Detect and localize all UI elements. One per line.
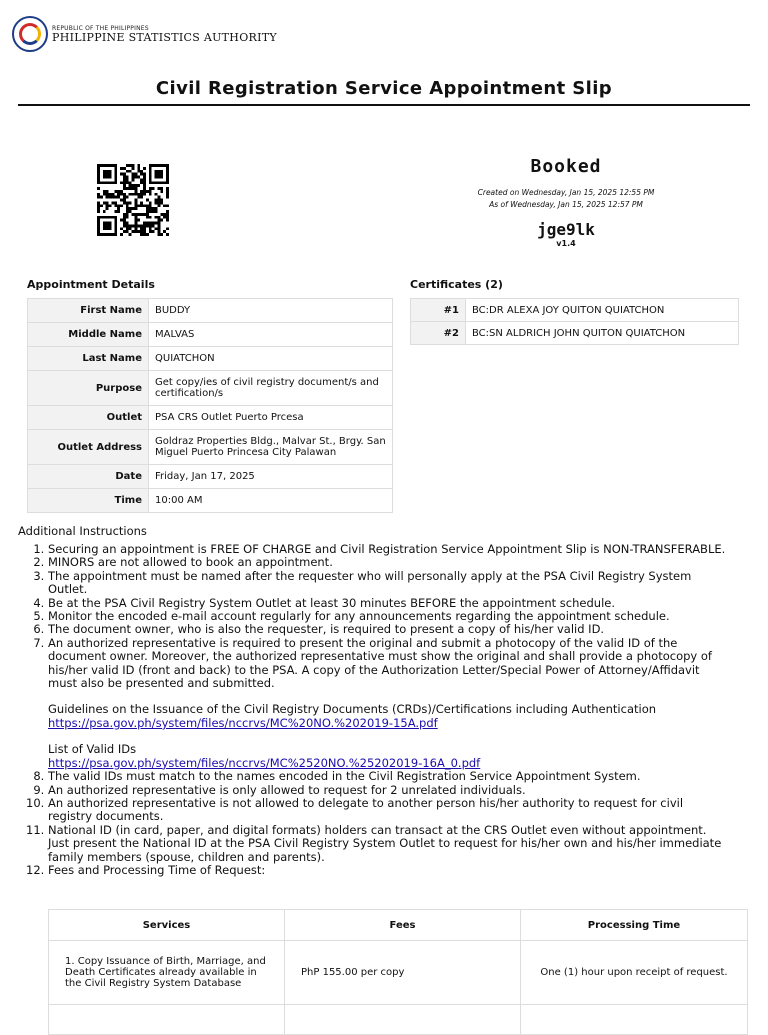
table-row [411,322,739,345]
list-item: 4. Be at the PSA Civil Registry System Outlet at least 30 minutes BEFORE the appointment schedule. [48,597,728,610]
guidelines-link[interactable]: https://psa.gov.ph/system/files/nccrvs/MC%20NO.%202019-15A.pdf [48,715,438,730]
detail-label: Date [28,465,149,489]
certificate-value: BC:DR ALEXA JOY QUITON QUIATCHON [466,299,739,322]
fee-cell: PhP 155.00 per copy [285,941,521,1005]
detail-value: Friday, Jan 17, 2025 [149,465,393,489]
logo-title: PHILIPPINE STATISTICS AUTHORITY [52,30,277,44]
appointment-details-table [27,298,393,513]
table-row [28,489,393,513]
table-row [49,1005,748,1035]
logo-subtitle: REPUBLIC OF THE PHILIPPINES [52,24,149,32]
table-row [28,347,393,371]
created-timestamp: Created on Wednesday, Jan 15, 2025 12:55 PM [477,188,655,197]
page-title: Civil Registration Service Appointment Slip [155,78,613,99]
detail-value: PSA CRS Outlet Puerto Prcesa [149,406,393,430]
detail-label: Purpose [28,371,149,406]
appointment-details-heading: Appointment Details [27,278,155,291]
list-item [48,637,728,770]
table-row [28,430,393,465]
table-row [28,323,393,347]
reference-code: jge9lk [537,220,595,239]
service-cell: 1. Copy Issuance of Birth, Marriage, and Death Certificates already available in the Civil Registry System Database [49,941,285,1005]
list-item: 2. MINORS are not allowed to book an appointment. [48,556,728,569]
detail-value: QUIATCHON [149,347,393,371]
psa-seal-icon [12,16,48,52]
list-item: 12. Fees and Processing Time of Request: [48,864,728,877]
instruction-text: 7. An authorized representative is required to present the original and submit a photocopy of the valid ID of the document owner. Moreover, the authorized representative must show the original and shall provide a photocopy of his/her valid ID (front and back) to the PSA. A copy of the Authorization Letter/Special Power of Attorney/Affidavit must also be presented and submitted. [48,635,712,691]
title-divider [18,104,750,106]
certificate-number: #1 [411,299,466,322]
detail-value: BUDDY [149,299,393,323]
detail-label: Time [28,489,149,513]
appointment-status: Booked [530,156,602,177]
detail-value: MALVAS [149,323,393,347]
qr-code-icon [96,164,170,236]
psa-logo [12,16,277,52]
table-row [28,299,393,323]
detail-value: Get copy/ies of civil registry document/s and certification/s [149,371,393,406]
list-item: 8. The valid IDs must match to the names encoded in the Civil Registration Service Appointment System. [48,770,728,783]
detail-label: Outlet [28,406,149,430]
table-row [28,465,393,489]
version-label: v1.4 [556,239,576,248]
table-header-row [49,910,748,941]
column-header: Processing Time [521,910,748,941]
instructions-list [18,543,728,877]
detail-label: First Name [28,299,149,323]
column-header: Fees [285,910,521,941]
table-row [28,371,393,406]
table-row [28,406,393,430]
certificates-heading: Certificates (2) [410,278,503,291]
list-item: 3. The appointment must be named after the requester who will personally apply at the PSA Civil Registry System Outlet. [48,570,728,597]
additional-instructions-heading: Additional Instructions [18,524,147,538]
column-header: Services [49,910,285,941]
detail-label: Last Name [28,347,149,371]
list-item: 1. Securing an appointment is FREE OF CHARGE and Civil Registration Service Appointment Slip is NON-TRANSFERABLE. [48,543,728,556]
detail-value: Goldraz Properties Bldg., Malvar St., Brgy. San Miguel Puerto Princesa City Palawan [149,430,393,465]
valid-ids-link[interactable]: https://psa.gov.ph/system/files/nccrvs/MC%2520NO.%25202019-16A_0.pdf [48,755,481,770]
certificate-number: #2 [411,322,466,345]
list-item: 9. An authorized representative is only allowed to request for 2 unrelated individuals. [48,784,728,797]
processing-time-cell: One (1) hour upon receipt of request. [521,941,748,1005]
certificate-value: BC:SN ALDRICH JOHN QUITON QUIATCHON [466,322,739,345]
detail-label: Middle Name [28,323,149,347]
list-item: 6. The document owner, who is also the requester, is required to present a copy of his/her valid ID. [48,623,728,636]
fees-table [48,909,748,1035]
table-row [49,941,748,1005]
detail-label: Outlet Address [28,430,149,465]
certificates-table [410,298,739,345]
list-item: 10. An authorized representative is not allowed to delegate to another person his/her authority to request for civil registry documents. [48,797,728,824]
table-row [411,299,739,322]
list-item: 5. Monitor the encoded e-mail account regularly for any announcements regarding the appointment schedule. [48,610,728,623]
list-item: 11. National ID (in card, paper, and digital formats) holders can transact at the CRS Outlet even without appointment. Just present the National ID at the PSA Civil Registry System Outlet to request for his/her own and his/her immediate family members (spouse, children and parents). [48,824,728,864]
guidelines-text: Guidelines on the Issuance of the Civil Registry Documents (CRDs)/Certifications including Authentication [48,702,657,717]
valid-ids-text: List of Valid IDs [48,742,137,757]
asof-timestamp: As of Wednesday, Jan 15, 2025 12:57 PM [489,200,643,209]
detail-value: 10:00 AM [149,489,393,513]
